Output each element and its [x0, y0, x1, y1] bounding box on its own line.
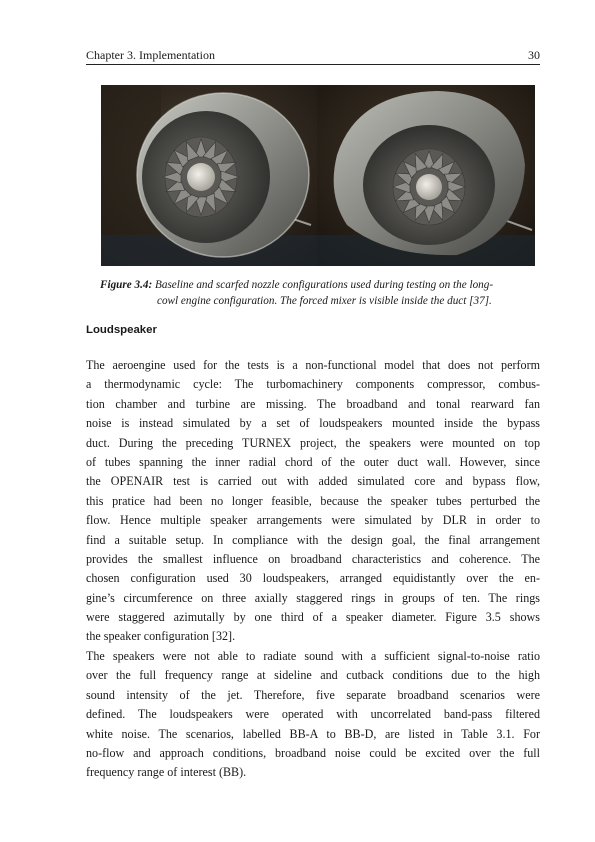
text-line: The aeroengine used for the tests is a non-functional model that does not perform: [86, 358, 540, 372]
page-number: 30: [528, 48, 540, 62]
text-line: sound intensity of the jet. Therefore, five separate broadband scenarios were: [86, 687, 540, 702]
baseline-nozzle-illustration: [101, 85, 319, 266]
text-line: flow. Hence multiple speaker arrangements were simulated by DLR in order to: [86, 513, 540, 528]
text-line: white noise. The scenarios, labelled BB-A to BB-D, are listed in Table 3.1. For: [86, 726, 540, 741]
caption-label: Figure 3.4:: [100, 279, 153, 291]
text-line: chosen configuration used 30 loudspeakers, arranged equidistantly over the en-: [86, 571, 540, 586]
text-line: the OPENAIR test is carried out with added simulated core and bypass flow,: [86, 474, 540, 489]
running-header: [86, 47, 540, 65]
text-line: a thermodynamic cycle: The turbomachinery components compressor, combus-: [86, 377, 540, 392]
text-line: provides the smallest influence on broadband characteristics and coherence. The: [86, 551, 540, 566]
text-line: defined. The loudspeakers were operated with uncorrelated band-pass filtered: [86, 707, 540, 722]
text-line: the speaker configuration [32].: [86, 629, 236, 644]
paragraph-1: [86, 356, 540, 647]
figure-caption: [100, 277, 528, 309]
text-line: tion chamber and turbine are missing. The broadband and tonal rearward fan: [86, 396, 540, 411]
paragraph-2: [86, 647, 540, 783]
baseline-nozzle-photo: [101, 85, 319, 266]
text-line: noise is instead simulated by a set of loudspeakers mounted inside the bypass: [86, 416, 540, 431]
text-line: over the full frequency range at sideline and cutback conditions due to the high: [86, 668, 540, 683]
text-line: were staggered azimutally by one third of a speaker diameter. Figure 3.5 shows: [86, 610, 540, 625]
text-line: find a suitable setup. In compliance with the design goal, the final arrangement: [86, 532, 540, 547]
text-line: frequency range of interest (BB).: [86, 765, 247, 780]
text-line: The speakers were not able to radiate sound with a sufficient signal-to-noise ratio: [86, 649, 540, 663]
text-line: duct. During the preceding TURNEX project, the speakers were mounted on top: [86, 435, 540, 450]
text-line: gine’s circumference on three axially staggered rings in groups of ten. The rings: [86, 590, 540, 605]
caption-line-1: [100, 277, 528, 293]
text-line: of tubes spanning the inner radial chord of the outer duct wall. However, since: [86, 454, 540, 469]
text-line: no-flow and approach conditions, broadband noise could be excited over the full: [86, 745, 540, 760]
section-heading: Loudspeaker: [86, 324, 157, 336]
caption-text-1: Baseline and scarfed nozzle configurations used during testing on the long-: [152, 279, 494, 291]
chapter-title: Chapter 3. Implementation: [86, 48, 215, 62]
scarfed-nozzle-photo: [317, 85, 535, 266]
text-line: this pratice had been no longer feasible, because the speaker tubes perturbed the: [86, 493, 540, 508]
scarfed-nozzle-illustration: [317, 85, 535, 266]
caption-line-2: cowl engine configuration. The forced mixer is visible inside the duct [37].: [157, 295, 492, 307]
